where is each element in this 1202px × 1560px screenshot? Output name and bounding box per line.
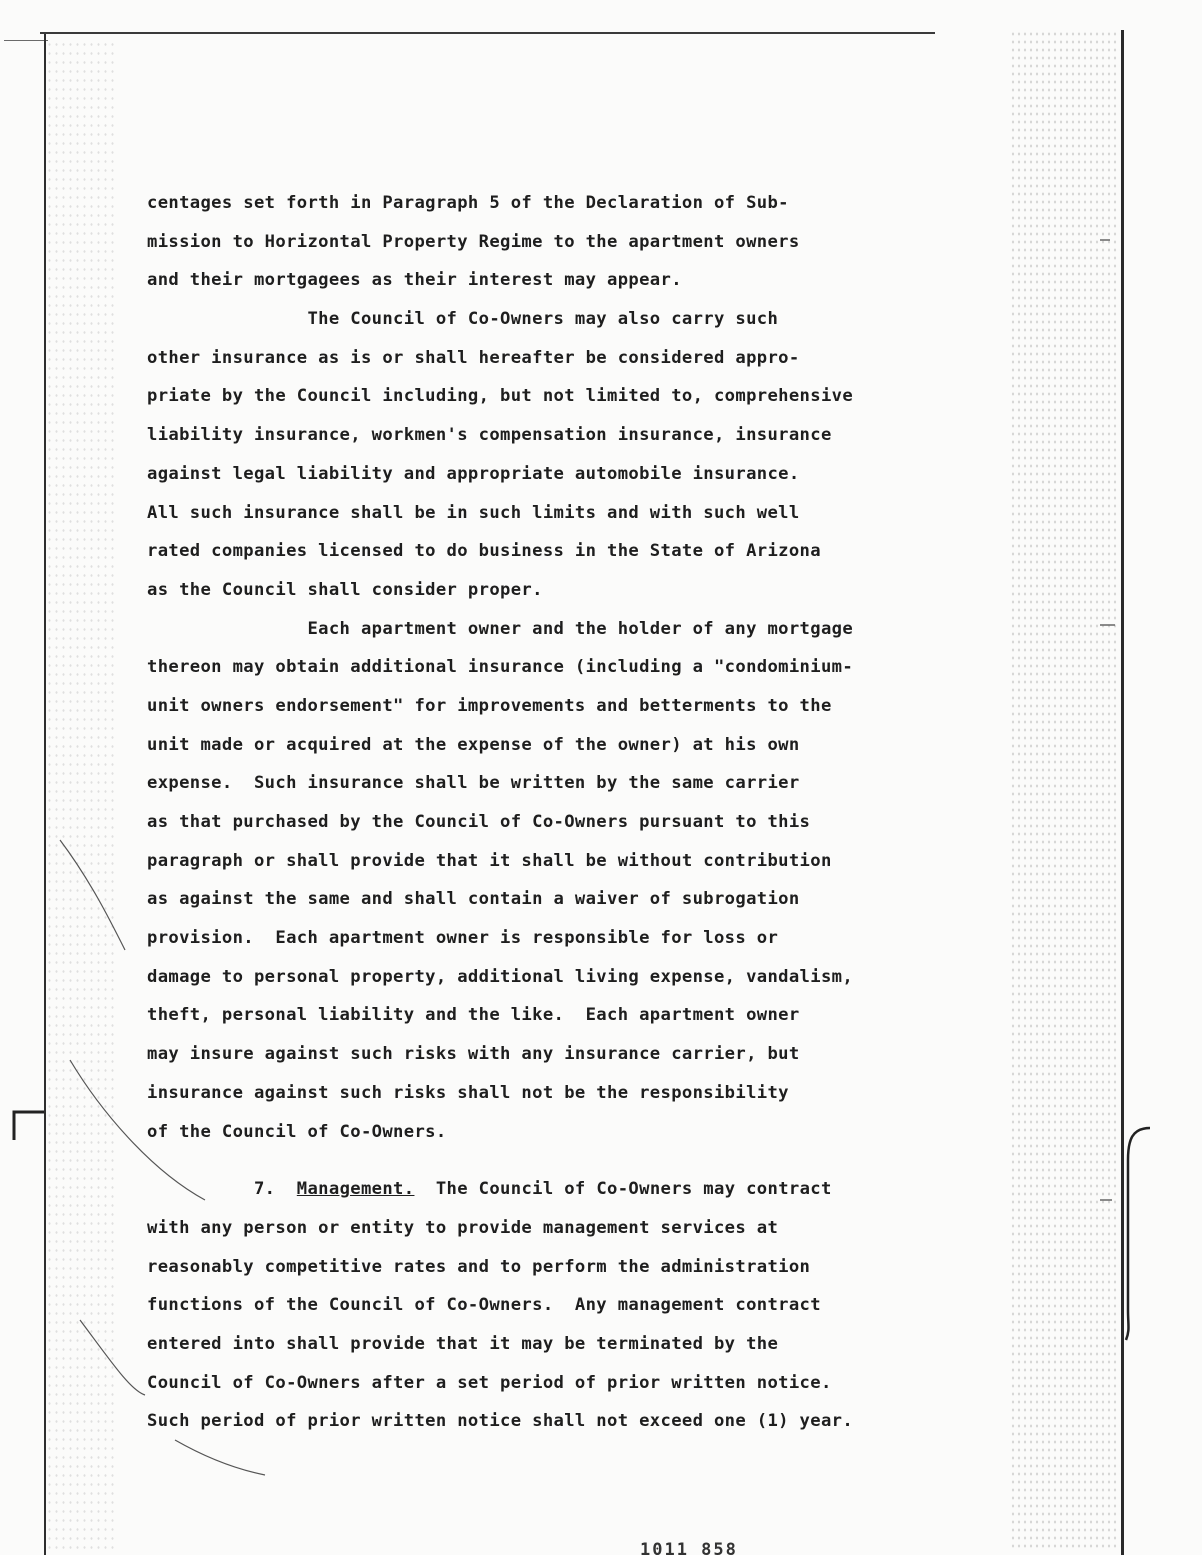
page-number: 1011 858 <box>640 1540 738 1560</box>
text-line: damage to personal property, additional living expense, vandalism, <box>147 966 854 987</box>
text-line: expense. Such insurance shall be written by the same carrier <box>147 773 800 794</box>
text-line: All such insurance shall be in such limits and with such well <box>147 502 800 523</box>
text-line: of the Council of Co-Owners. <box>147 1121 447 1142</box>
section-7-line: functions of the Council of Co-Owners. Any management contract <box>147 1295 821 1316</box>
text-line: priate by the Council including, but not limited to, comprehensive <box>147 386 854 407</box>
text-line: The Council of Co-Owners may also carry such <box>147 309 779 330</box>
text-line: other insurance as is or shall hereafter be considered appro- <box>147 347 800 368</box>
section-7-number: 7. <box>147 1179 297 1200</box>
text-line: and their mortgagees as their interest may appear. <box>147 270 682 291</box>
section-7-line: with any person or entity to provide management services at <box>147 1217 779 1238</box>
section-7-first-line-text: The Council of Co-Owners may contract <box>414 1179 832 1200</box>
text-line: against legal liability and appropriate automobile insurance. <box>147 463 800 484</box>
text-line: paragraph or shall provide that it shall be without contribution <box>147 850 832 871</box>
text-line: liability insurance, workmen's compensation insurance, insurance <box>147 425 832 446</box>
text-line: as that purchased by the Council of Co-Owners pursuant to this <box>147 812 811 832</box>
text-line: insurance against such risks shall not be the responsibility <box>147 1082 789 1103</box>
text-line: may insure against such risks with any insurance carrier, but <box>147 1044 800 1065</box>
section-7-line: Such period of prior written notice shall not exceed one (1) year. <box>147 1411 854 1432</box>
section-7-line: reasonably competitive rates and to perform the administration <box>147 1256 811 1277</box>
text-line: provision. Each apartment owner is responsible for loss or <box>147 928 779 949</box>
section-7-first-line <box>147 1170 947 1209</box>
text-line: mission to Horizontal Property Regime to the apartment owners <box>147 231 800 252</box>
text-line: as against the same and shall contain a waiver of subrogation <box>147 889 800 910</box>
text-line: centages set forth in Paragraph 5 of the Declaration of Sub- <box>147 193 789 213</box>
section-7-heading: Management. <box>296 1179 415 1200</box>
text-line: unit made or acquired at the expense of the owner) at his own <box>147 734 800 755</box>
text-line: rated companies licensed to do business in the State of Arizona <box>147 541 821 562</box>
section-7-line: Council of Co-Owners after a set period of prior written notice. <box>147 1372 832 1393</box>
text-line: Each apartment owner and the holder of any mortgage <box>147 618 854 639</box>
text-line: theft, personal liability and the like. Each apartment owner <box>147 1005 800 1026</box>
document-body <box>147 184 947 1441</box>
text-line: thereon may obtain additional insurance (including a "condominium- <box>147 657 854 678</box>
text-line: unit owners endorsement" for improvements and betterments to the <box>147 695 832 716</box>
section-7-line: entered into shall provide that it may be terminated by the <box>147 1333 779 1354</box>
text-line: as the Council shall consider proper. <box>147 579 543 600</box>
